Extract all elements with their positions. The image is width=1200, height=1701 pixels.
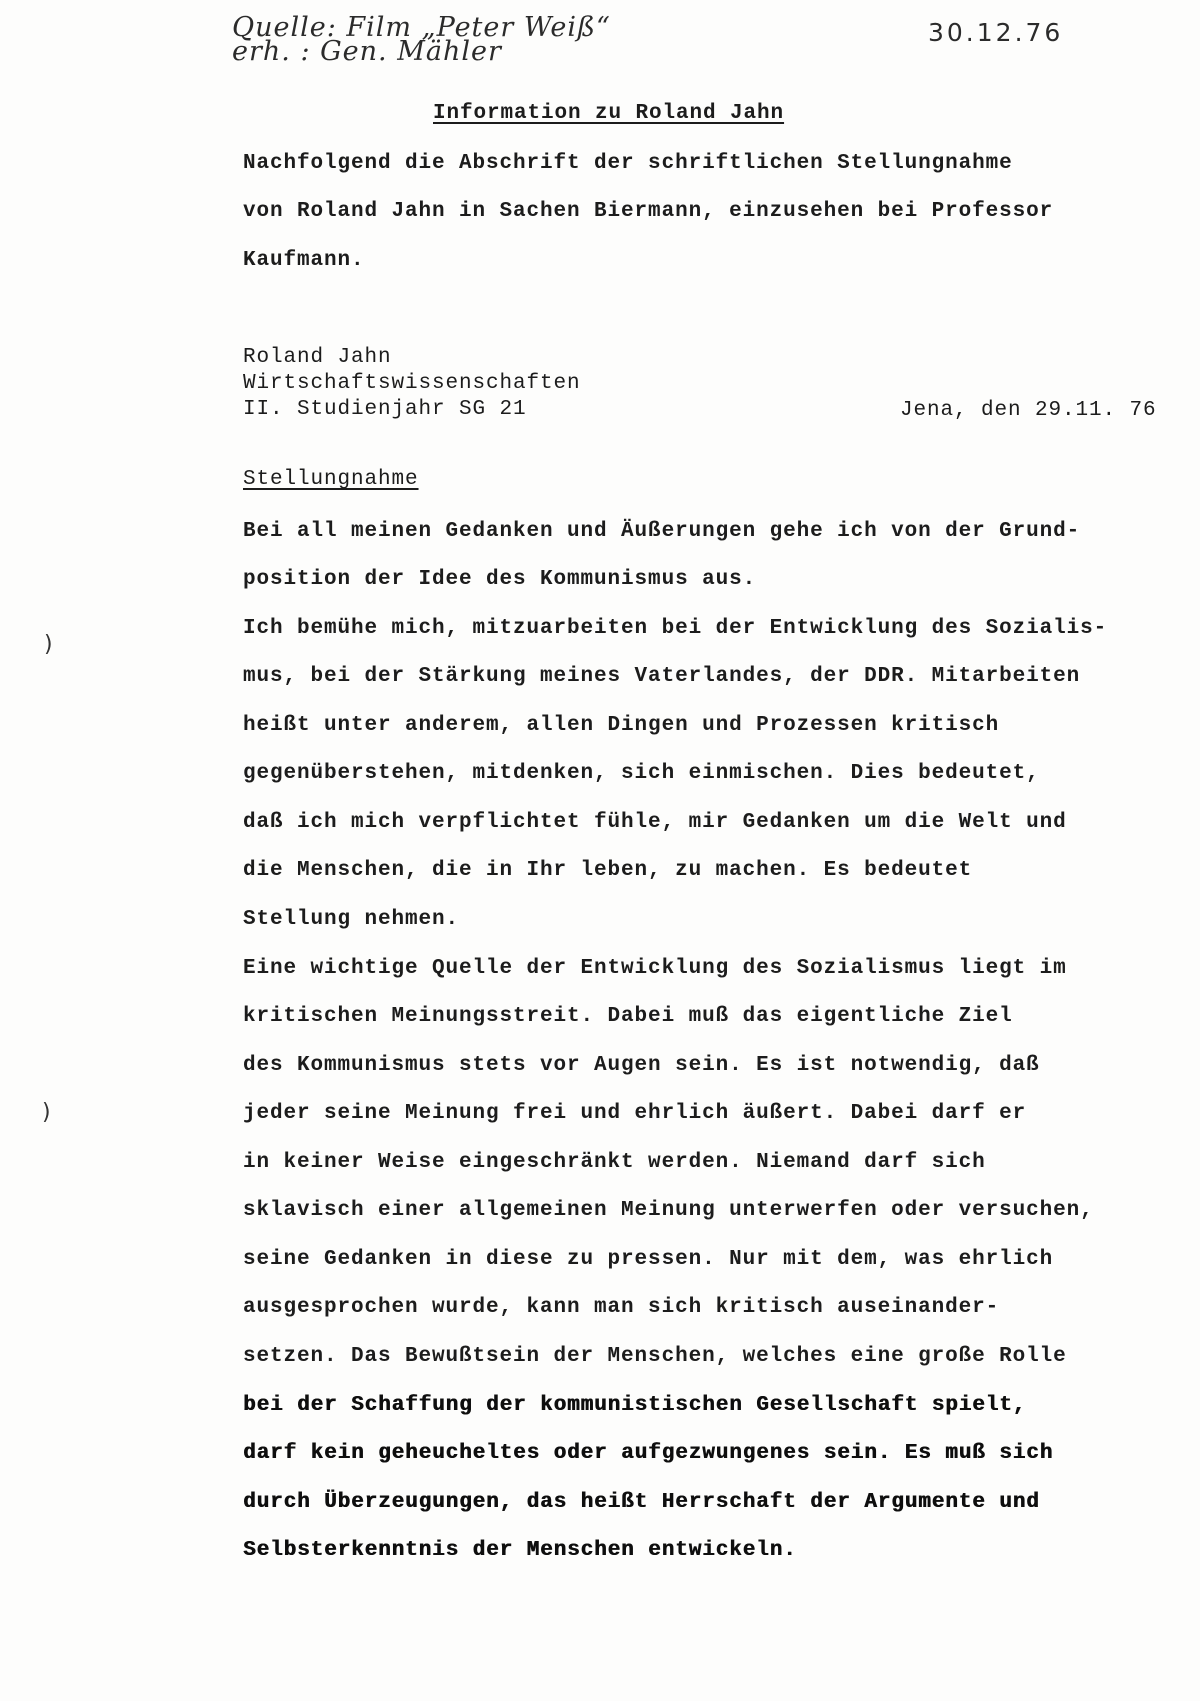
body-line: bei der Schaffung der kommunistischen Gesellschaft spielt, [243, 1394, 1027, 1417]
body-line: daß ich mich verpflichtet fühle, mir Gedanken um die Welt und [243, 811, 1067, 834]
body-line: kritischen Meinungsstreit. Dabei muß das eigentliche Ziel [243, 1005, 1013, 1028]
body-line: durch Überzeugungen, das heißt Herrschaft der Argumente und [243, 1491, 1040, 1514]
intro-line: Kaufmann. [243, 249, 365, 272]
body-line: sklavisch einer allgemeinen Meinung unterwerfen oder versuchen, [243, 1199, 1094, 1222]
body-line: heißt unter anderem, allen Dingen und Prozessen kritisch [243, 714, 1000, 737]
body-line: setzen. Das Bewußtsein der Menschen, welches eine große Rolle [243, 1345, 1067, 1368]
place-date: Jena, den 29.11. 76 [900, 399, 1157, 422]
body-line: ausgesprochen wurde, kann man sich kritisch auseinander- [243, 1296, 1000, 1319]
body-line: jeder seine Meinung frei und ehrlich äußert. Dabei darf er [243, 1102, 1027, 1125]
body-line: Eine wichtige Quelle der Entwicklung des Sozialismus liegt im [243, 957, 1067, 980]
body-line: Stellung nehmen. [243, 908, 460, 931]
handwritten-date: 30.12.76 [928, 18, 1064, 47]
handwritten-source-note: Quelle: Film „Peter Weiß“ [232, 12, 611, 43]
margin-mark: ) [42, 1100, 51, 1125]
sender-name: Roland Jahn [243, 346, 392, 369]
section-heading: Stellungnahme [243, 468, 419, 491]
body-line: darf kein geheucheltes oder aufgezwungenes sein. Es muß sich [243, 1442, 1054, 1465]
handwritten-received-note: erh. : Gen. Mähler [232, 36, 502, 67]
sender-faculty: Wirtschaftswissenschaften [243, 372, 581, 395]
intro-line: von Roland Jahn in Sachen Biermann, einzusehen bei Professor [243, 200, 1054, 223]
body-line: position der Idee des Kommunismus aus. [243, 568, 757, 591]
body-line: Selbsterkenntnis der Menschen entwickeln. [243, 1539, 797, 1562]
margin-mark: ) [44, 632, 53, 657]
body-line: in keiner Weise eingeschränkt werden. Niemand darf sich [243, 1151, 986, 1174]
body-line: des Kommunismus stets vor Augen sein. Es ist notwendig, daß [243, 1054, 1040, 1077]
body-line: seine Gedanken in diese zu pressen. Nur mit dem, was ehrlich [243, 1248, 1054, 1271]
intro-line: Nachfolgend die Abschrift der schriftlichen Stellungnahme [243, 152, 1013, 175]
body-line: gegenüberstehen, mitdenken, sich einmischen. Dies bedeutet, [243, 762, 1040, 785]
body-line: mus, bei der Stärkung meines Vaterlandes, der DDR. Mitarbeiten [243, 665, 1081, 688]
document-title: Information zu Roland Jahn [433, 102, 785, 125]
body-line: die Menschen, die in Ihr leben, zu machen. Es bedeutet [243, 859, 973, 882]
sender-year: II. Studienjahr SG 21 [243, 398, 527, 421]
body-line: Bei all meinen Gedanken und Äußerungen gehe ich von der Grund- [243, 520, 1081, 543]
body-line: Ich bemühe mich, mitzuarbeiten bei der Entwicklung des Sozialis- [243, 617, 1108, 640]
